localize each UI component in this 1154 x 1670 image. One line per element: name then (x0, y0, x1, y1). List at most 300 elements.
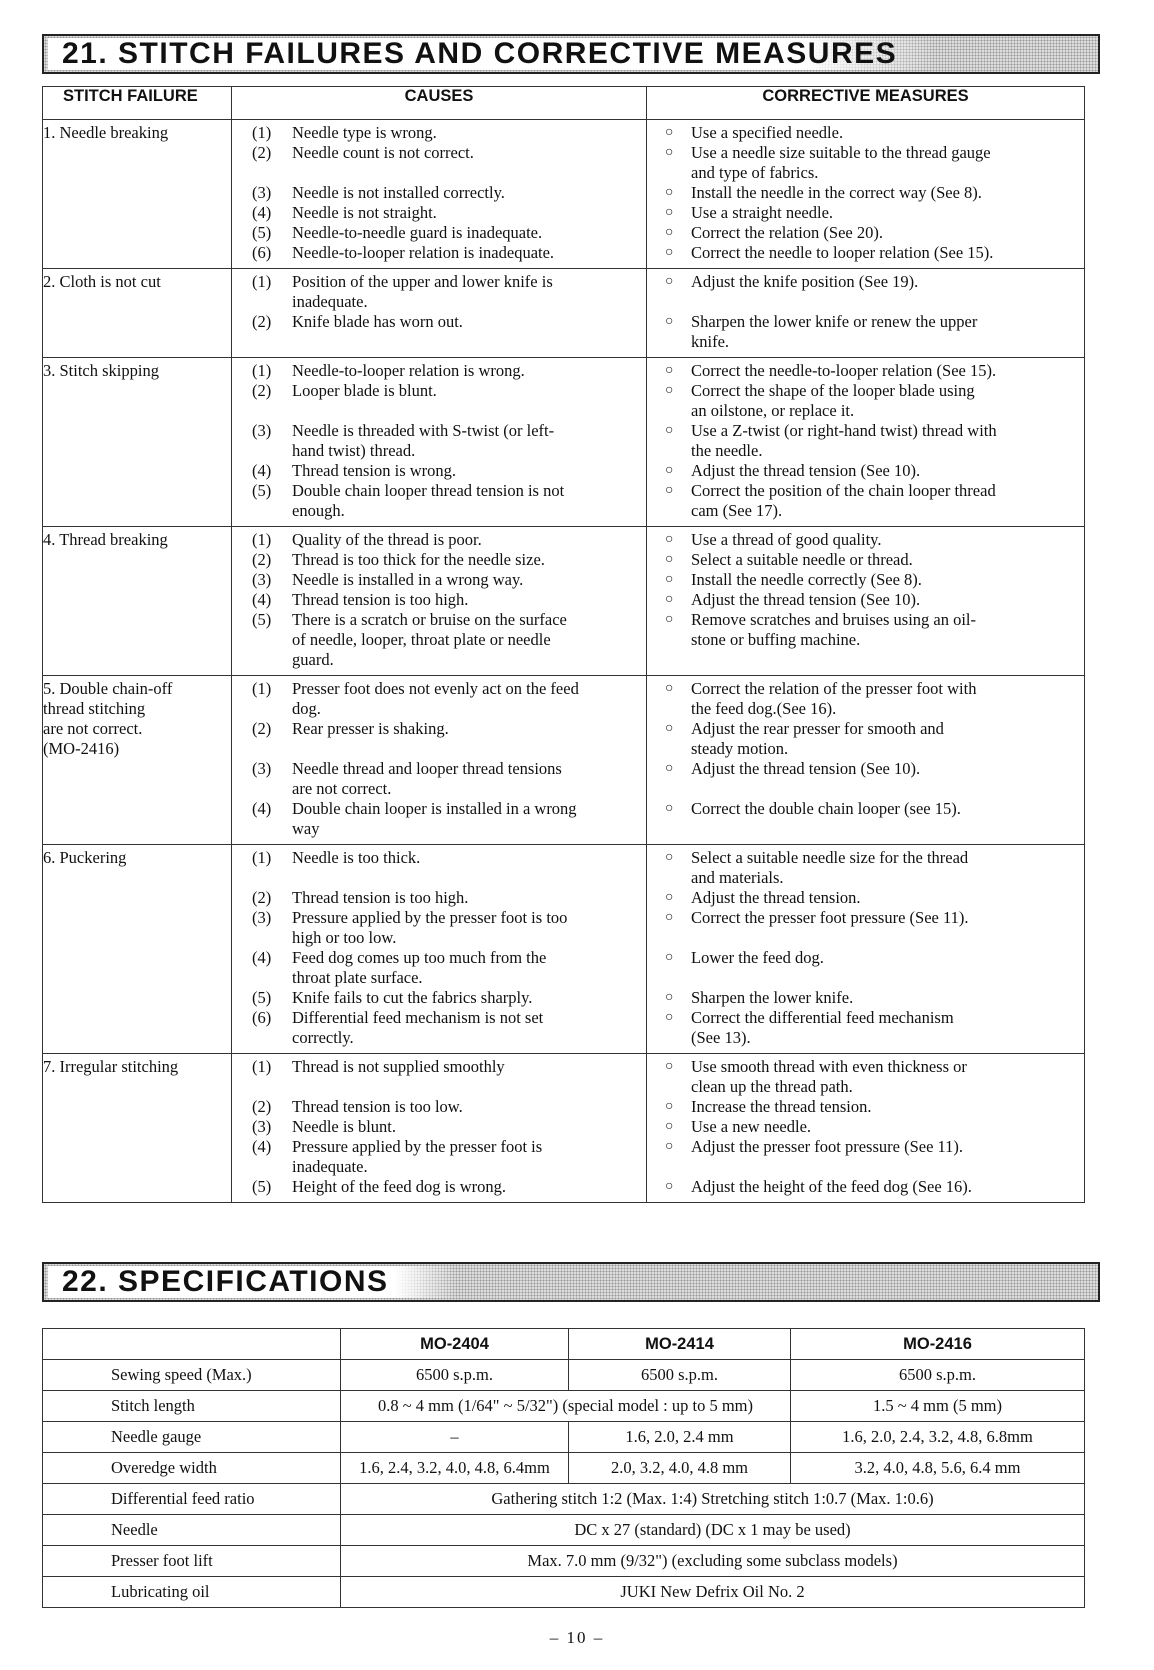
stitch-failure-cell (43, 845, 232, 1054)
circle-bullet-icon: ○ (665, 850, 674, 865)
stitch-failure-text: 5. Double chain-off (43, 679, 173, 698)
spec-row-differential-feed (43, 1484, 1085, 1515)
cause-line (232, 1157, 646, 1177)
cause-line (232, 570, 646, 590)
measure-line (647, 679, 1084, 699)
cause-line (232, 312, 646, 332)
circle-bullet-icon: ○ (665, 314, 674, 329)
cause-number: (5) (252, 223, 272, 242)
circle-bullet-icon: ○ (665, 205, 674, 220)
section-21-title: 21. STITCH FAILURES AND CORRECTIVE MEASURES (48, 38, 936, 70)
cause-line (232, 590, 646, 610)
line-spacer (232, 1077, 646, 1097)
circle-bullet-icon: ○ (665, 910, 674, 925)
cause-text: Needle-to-needle guard is inadequate. (292, 223, 543, 242)
cause-line (232, 968, 646, 988)
measure-line (647, 361, 1084, 381)
cause-number (232, 292, 292, 312)
spec-value: Max. 7.0 mm (9/32") (excluding some subclass models) (341, 1546, 1085, 1577)
measure-line (647, 719, 1084, 739)
measure-line (647, 1117, 1084, 1137)
circle-bullet-icon (647, 501, 691, 521)
stitch-failure-text: 3. Stitch skipping (43, 361, 159, 380)
measure-text: steady motion. (691, 739, 789, 758)
cause-number: (5) (252, 481, 272, 500)
spec-value: 3.2, 4.0, 4.8, 5.6, 6.4 mm (791, 1453, 1085, 1484)
measure-line (647, 312, 1084, 332)
cause-number: (2) (252, 719, 272, 738)
measure-text: Install the needle correctly (See 8). (691, 570, 922, 589)
measure-text: Remove scratches and bruises using an oil- (691, 610, 977, 629)
circle-bullet-icon (647, 868, 691, 888)
cause-text: inadequate. (292, 1157, 368, 1176)
measure-line (647, 332, 1084, 352)
circle-bullet-icon (647, 1028, 691, 1048)
circle-bullet-icon: ○ (665, 990, 674, 1005)
spec-label: Sewing speed (Max.) (43, 1360, 341, 1391)
circle-bullet-icon: ○ (665, 383, 674, 398)
spec-value: 6500 s.p.m. (569, 1360, 791, 1391)
cause-line (232, 381, 646, 401)
cause-line (232, 699, 646, 719)
line-spacer (232, 868, 646, 888)
cause-text: Needle count is not correct. (292, 143, 474, 162)
spec-value: DC x 27 (standard) (DC x 1 may be used) (341, 1515, 1085, 1546)
cause-text: Thread tension is too low. (292, 1097, 463, 1116)
stitch-failure-text: 7. Irregular stitching (43, 1057, 179, 1076)
measure-text: Sharpen the lower knife or renew the upper (691, 312, 978, 331)
cause-number: (1) (252, 848, 272, 867)
cause-number: (4) (252, 590, 272, 609)
cause-line (232, 123, 646, 143)
measure-text: Correct the double chain looper (see 15). (691, 799, 961, 818)
cause-line (232, 988, 646, 1008)
measure-text: Adjust the thread tension (See 10). (691, 461, 921, 480)
cause-text: are not correct. (292, 779, 392, 798)
cause-text: way (292, 819, 320, 838)
circle-bullet-icon: ○ (665, 1119, 674, 1134)
measure-line (647, 203, 1084, 223)
measure-text: Increase the thread tension. (691, 1097, 872, 1116)
spec-value: 2.0, 3.2, 4.0, 4.8 mm (569, 1453, 791, 1484)
header-causes: CAUSES (232, 87, 647, 120)
cause-number: (5) (252, 988, 272, 1007)
cause-line (232, 908, 646, 928)
cause-text: Differential feed mechanism is not set (292, 1008, 544, 1027)
line-spacer (232, 163, 646, 183)
circle-bullet-icon: ○ (665, 363, 674, 378)
stitch-failure-text: (MO-2416) (43, 739, 120, 758)
circle-bullet-icon: ○ (665, 225, 674, 240)
measures-cell (647, 1054, 1085, 1203)
cause-line (232, 292, 646, 312)
measures-cell (647, 120, 1085, 269)
spec-label: Stitch length (43, 1391, 341, 1422)
causes-cell (232, 527, 647, 676)
spec-row-needle (43, 1515, 1085, 1546)
measure-line (647, 1077, 1084, 1097)
spec-row-needle-gauge (43, 1422, 1085, 1453)
cause-line (232, 481, 646, 501)
cause-text: of needle, looper, throat plate or needle (292, 630, 551, 649)
circle-bullet-icon: ○ (665, 1010, 674, 1025)
cause-text: Thread is not supplied smoothly (292, 1057, 505, 1076)
cause-line (232, 630, 646, 650)
cause-number: (1) (252, 679, 272, 698)
failure-row (43, 1054, 1085, 1203)
cause-text: Needle-to-looper relation is inadequate. (292, 243, 555, 262)
measure-line (647, 610, 1084, 630)
cause-line (232, 1028, 646, 1048)
header-corrective-measures: CORRECTIVE MEASURES (647, 87, 1085, 120)
measure-line (647, 481, 1084, 501)
measure-text: Use a new needle. (691, 1117, 812, 1136)
measure-text: Adjust the presser foot pressure (See 11). (691, 1137, 964, 1156)
cause-line (232, 272, 646, 292)
spec-label: Needle gauge (43, 1422, 341, 1453)
cause-line (232, 501, 646, 521)
measure-text: Adjust the knife position (See 19). (691, 272, 919, 291)
cause-text: correctly. (292, 1028, 354, 1047)
circle-bullet-icon: ○ (665, 463, 674, 478)
cause-text: Needle is too thick. (292, 848, 421, 867)
cause-text: Looper blade is blunt. (292, 381, 437, 400)
section-21-header (42, 34, 1100, 74)
cause-number (232, 1157, 292, 1177)
cause-text: There is a scratch or bruise on the surface (292, 610, 567, 629)
cause-number: (3) (252, 183, 272, 202)
cause-text: Thread tension is wrong. (292, 461, 457, 480)
circle-bullet-icon (647, 739, 691, 759)
cause-text: Rear presser is shaking. (292, 719, 449, 738)
failure-row (43, 358, 1085, 527)
spec-label: Differential feed ratio (43, 1484, 341, 1515)
cause-text: Needle is not straight. (292, 203, 437, 222)
cause-line (232, 928, 646, 948)
measure-line (647, 888, 1084, 908)
measure-line (647, 948, 1084, 968)
spec-label: Overedge width (43, 1453, 341, 1484)
cause-line (232, 1057, 646, 1077)
cause-number: (5) (252, 610, 272, 629)
circle-bullet-icon (647, 1077, 691, 1097)
spec-value: 0.8 ~ 4 mm (1/64" ~ 5/32") (special model : up to 5 mm) (341, 1391, 791, 1422)
cause-number: (4) (252, 461, 272, 480)
circle-bullet-icon: ○ (665, 801, 674, 816)
measure-text: knife. (691, 332, 730, 351)
cause-line (232, 1097, 646, 1117)
spec-row-presser-foot-lift (43, 1546, 1085, 1577)
measure-text: Correct the shape of the looper blade using (691, 381, 975, 400)
line-spacer (647, 292, 1084, 312)
cause-number: (3) (252, 1117, 272, 1136)
spec-header-blank (43, 1329, 341, 1360)
cause-text: throat plate surface. (292, 968, 423, 987)
measure-text: Use a thread of good quality. (691, 530, 882, 549)
cause-number (232, 779, 292, 799)
spec-header-mo2404: MO-2404 (341, 1329, 569, 1360)
measure-line (647, 570, 1084, 590)
cause-line (232, 799, 646, 819)
measure-text: Sharpen the lower knife. (691, 988, 854, 1007)
measure-line (647, 1057, 1084, 1077)
failure-row (43, 676, 1085, 845)
cause-line (232, 779, 646, 799)
measure-text: Adjust the rear presser for smooth and (691, 719, 944, 738)
measure-line (647, 1008, 1084, 1028)
cause-number: (2) (252, 381, 272, 400)
measure-text: the feed dog.(See 16). (691, 699, 837, 718)
measure-line (647, 223, 1084, 243)
measure-line (647, 501, 1084, 521)
spec-value: JUKI New Defrix Oil No. 2 (341, 1577, 1085, 1608)
circle-bullet-icon: ○ (665, 681, 674, 696)
circle-bullet-icon: ○ (665, 1139, 674, 1154)
stitch-failure-text: 6. Puckering (43, 848, 127, 867)
failure-row (43, 845, 1085, 1054)
circle-bullet-icon: ○ (665, 274, 674, 289)
measure-text: Correct the relation (See 20). (691, 223, 883, 242)
cause-line (232, 203, 646, 223)
cause-number (232, 819, 292, 839)
line-spacer (232, 739, 646, 759)
cause-number: (5) (252, 1177, 272, 1196)
section-22-title: 22. SPECIFICATIONS (48, 1266, 456, 1298)
failure-row (43, 120, 1085, 269)
cause-line (232, 679, 646, 699)
cause-text: Needle-to-looper relation is wrong. (292, 361, 525, 380)
spec-value: – (341, 1422, 569, 1453)
cause-text: Needle is not installed correctly. (292, 183, 505, 202)
cause-line (232, 243, 646, 263)
measure-text: Use smooth thread with even thickness or (691, 1057, 967, 1076)
circle-bullet-icon: ○ (665, 245, 674, 260)
line-spacer (647, 1157, 1084, 1177)
measure-line (647, 143, 1084, 163)
cause-text: high or too low. (292, 928, 397, 947)
circle-bullet-icon: ○ (665, 1179, 674, 1194)
spec-header-mo2414: MO-2414 (569, 1329, 791, 1360)
stitch-failure-text: 2. Cloth is not cut (43, 272, 161, 291)
stitch-failure-cell (43, 527, 232, 676)
line-spacer (647, 779, 1084, 799)
circle-bullet-icon: ○ (665, 592, 674, 607)
measure-text: Use a specified needle. (691, 123, 844, 142)
cause-text: Thread tension is too high. (292, 590, 469, 609)
spec-row-overedge-width (43, 1453, 1085, 1484)
cause-number: (2) (252, 312, 272, 331)
causes-cell (232, 269, 647, 358)
measure-line (647, 381, 1084, 401)
measure-text: Install the needle in the correct way (See 8). (691, 183, 982, 202)
circle-bullet-icon: ○ (665, 483, 674, 498)
spec-row-sewing-speed (43, 1360, 1085, 1391)
measure-line (647, 1028, 1084, 1048)
stitch-failure-cell (43, 358, 232, 527)
cause-number: (1) (252, 272, 272, 291)
measure-text: Use a needle size suitable to the thread gauge (691, 143, 991, 162)
circle-bullet-icon: ○ (665, 612, 674, 627)
spec-header-mo2416: MO-2416 (791, 1329, 1085, 1360)
measure-line (647, 630, 1084, 650)
spec-row-lubricating-oil (43, 1577, 1085, 1608)
stitch-failures-table (42, 86, 1085, 1203)
circle-bullet-icon: ○ (665, 572, 674, 587)
stitch-failure-text: 1. Needle breaking (43, 123, 169, 142)
measure-text: Select a suitable needle size for the thread (691, 848, 969, 867)
measure-line (647, 123, 1084, 143)
measure-line (647, 421, 1084, 441)
cause-number (232, 699, 292, 719)
circle-bullet-icon: ○ (665, 721, 674, 736)
cause-text: Feed dog comes up too much from the (292, 948, 547, 967)
circle-bullet-icon (647, 163, 691, 183)
cause-number (232, 630, 292, 650)
cause-text: Needle type is wrong. (292, 123, 437, 142)
cause-number (232, 928, 292, 948)
measure-text: Lower the feed dog. (691, 948, 824, 967)
stitch-failure-cell (43, 120, 232, 269)
cause-text: Needle is threaded with S-twist (or left- (292, 421, 555, 440)
cause-text: Position of the upper and lower knife is (292, 272, 553, 291)
section-22-header (42, 1262, 1100, 1302)
cause-line (232, 1008, 646, 1028)
measure-text: Select a suitable needle or thread. (691, 550, 913, 569)
cause-number: (2) (252, 888, 272, 907)
circle-bullet-icon: ○ (665, 532, 674, 547)
page-number: – 10 – (549, 1628, 605, 1647)
causes-cell (232, 358, 647, 527)
cause-line (232, 421, 646, 441)
cause-number: (1) (252, 123, 272, 142)
table-header-row (43, 87, 1085, 120)
cause-number: (2) (252, 550, 272, 569)
cause-text: dog. (292, 699, 321, 718)
cause-number: (2) (252, 1097, 272, 1116)
measure-line (647, 163, 1084, 183)
measure-text: (See 13). (691, 1028, 751, 1047)
measure-line (647, 988, 1084, 1008)
cause-line (232, 1117, 646, 1137)
spec-value: 6500 s.p.m. (791, 1360, 1085, 1391)
stitch-failure-text: 4. Thread breaking (43, 530, 168, 549)
cause-line (232, 530, 646, 550)
cause-number: (1) (252, 530, 272, 549)
cause-line (232, 888, 646, 908)
cause-number: (6) (252, 243, 272, 262)
cause-line (232, 461, 646, 481)
spec-value: 6500 s.p.m. (341, 1360, 569, 1391)
cause-number: (3) (252, 421, 272, 440)
cause-text: Height of the feed dog is wrong. (292, 1177, 506, 1196)
measure-line (647, 530, 1084, 550)
spec-value: 1.6, 2.4, 3.2, 4.0, 4.8, 6.4mm (341, 1453, 569, 1484)
spec-label: Lubricating oil (43, 1577, 341, 1608)
cause-text: Double chain looper thread tension is not (292, 481, 565, 500)
measure-line (647, 590, 1084, 610)
measure-line (647, 1177, 1084, 1197)
measure-text: Use a straight needle. (691, 203, 834, 222)
cause-number: (3) (252, 570, 272, 589)
measure-text: Adjust the thread tension (See 10). (691, 590, 921, 609)
stitch-failure-text: are not correct. (43, 719, 143, 738)
measure-text: cam (See 17). (691, 501, 783, 520)
measure-line (647, 441, 1084, 461)
cause-line (232, 610, 646, 630)
measure-text: Correct the position of the chain looper thread (691, 481, 996, 500)
circle-bullet-icon: ○ (665, 761, 674, 776)
cause-line (232, 848, 646, 868)
cause-number (232, 968, 292, 988)
cause-number: (1) (252, 361, 272, 380)
measures-cell (647, 269, 1085, 358)
causes-cell (232, 120, 647, 269)
stitch-failure-cell (43, 1054, 232, 1203)
measure-text: Correct the differential feed mechanism (691, 1008, 954, 1027)
circle-bullet-icon (647, 630, 691, 650)
measure-line (647, 699, 1084, 719)
spec-value: 1.5 ~ 4 mm (5 mm) (791, 1391, 1085, 1422)
spec-value: 1.6, 2.0, 2.4 mm (569, 1422, 791, 1453)
measure-line (647, 401, 1084, 421)
spec-header-row (43, 1329, 1085, 1360)
measure-line (647, 739, 1084, 759)
cause-line (232, 759, 646, 779)
measure-line (647, 759, 1084, 779)
cause-text: Pressure applied by the presser foot is (292, 1137, 543, 1156)
cause-number: (1) (252, 1057, 272, 1076)
cause-number (232, 501, 292, 521)
failure-row (43, 269, 1085, 358)
cause-line (232, 1137, 646, 1157)
measure-text: an oilstone, or replace it. (691, 401, 855, 420)
measure-text: Use a Z-twist (or right-hand twist) thread with (691, 421, 997, 440)
measure-text: Adjust the thread tension. (691, 888, 861, 907)
circle-bullet-icon: ○ (665, 1059, 674, 1074)
cause-number: (2) (252, 143, 272, 162)
line-spacer (232, 401, 646, 421)
cause-number: (3) (252, 759, 272, 778)
cause-line (232, 183, 646, 203)
cause-number: (4) (252, 203, 272, 222)
cause-number (232, 441, 292, 461)
measure-line (647, 908, 1084, 928)
measure-line (647, 799, 1084, 819)
measure-line (647, 550, 1084, 570)
cause-line (232, 719, 646, 739)
measure-line (647, 183, 1084, 203)
measure-text: Correct the needle-to-looper relation (See 15). (691, 361, 997, 380)
stitch-failure-cell (43, 269, 232, 358)
failure-row (43, 527, 1085, 676)
measure-line (647, 461, 1084, 481)
spec-row-stitch-length (43, 1391, 1085, 1422)
measure-text: stone or buffing machine. (691, 630, 861, 649)
measures-cell (647, 845, 1085, 1054)
measures-cell (647, 358, 1085, 527)
cause-text: Pressure applied by the presser foot is too (292, 908, 568, 927)
cause-text: guard. (292, 650, 334, 669)
cause-line (232, 361, 646, 381)
measure-line (647, 1137, 1084, 1157)
measures-cell (647, 527, 1085, 676)
cause-line (232, 650, 646, 670)
cause-text: Double chain looper is installed in a wrong (292, 799, 577, 818)
causes-cell (232, 676, 647, 845)
spec-label: Needle (43, 1515, 341, 1546)
cause-line (232, 441, 646, 461)
cause-line (232, 819, 646, 839)
